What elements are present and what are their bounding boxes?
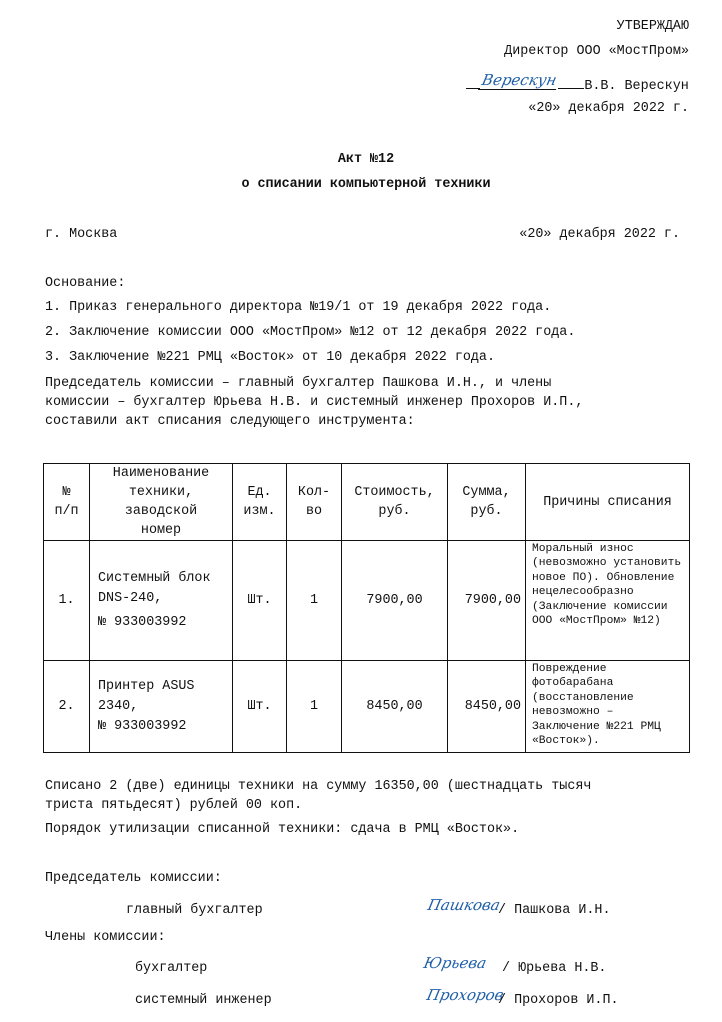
member-signature: Прохоров: [425, 986, 506, 1004]
header-sum: Сумма, руб.: [448, 464, 526, 541]
row-qty: 1: [287, 541, 342, 661]
row-name: Системный блок DNS-240, № 933003992: [90, 541, 233, 661]
member-name: / Прохоров И.П.: [498, 993, 619, 1008]
member-name: / Юрьева Н.В.: [502, 961, 607, 976]
basis-item: 2. Заключение комиссии ООО «МостПром» №12 от 12 декабря 2022 года.: [45, 325, 576, 340]
row-name: Принтер ASUS 2340, № 933003992: [90, 661, 233, 753]
commission-line: Председатель комиссии – главный бухгалтер Пашкова И.Н., и члены: [45, 376, 552, 391]
approval-signature: Верескун: [478, 71, 560, 90]
summary-line: триста пятьдесят) рублей 00 коп.: [45, 798, 303, 813]
act-subtitle: о списании компьютерной техники: [241, 177, 491, 192]
approval-date: «20» декабря 2022 г.: [528, 101, 689, 116]
row-price: 8450,00: [342, 661, 448, 753]
members-heading: Члены комиссии:: [45, 930, 166, 945]
row-price: 7900,00: [342, 541, 448, 661]
header-num: № п/п: [44, 464, 90, 541]
member-position: системный инженер: [135, 993, 272, 1008]
chair-signature: Пашкова: [426, 896, 502, 914]
row-num: 1.: [44, 541, 90, 661]
row-num: 2.: [44, 661, 90, 753]
written-off-summary: [45, 777, 591, 815]
commission-text: [45, 374, 583, 431]
approval-position: Директор ООО «МостПром»: [504, 44, 689, 59]
header-name: Наименование техники, заводской номер: [90, 464, 233, 541]
table-row: [44, 541, 690, 661]
commission-line: комиссии – бухгалтер Юрьева Н.В. и системный инженер Прохоров И.П.,: [45, 395, 584, 410]
chair-heading: Председатель комиссии:: [45, 871, 222, 886]
table-row: [44, 661, 690, 753]
disposal-order: Порядок утилизации списанной техники: сдача в РМЦ «Восток».: [45, 822, 520, 837]
row-serial: № 933003992: [98, 718, 187, 734]
row-unit: Шт.: [233, 661, 287, 753]
row-reason: Повреждение фотобарабана (восстановление невозможно – Заключение №221 РМЦ «Восток»).: [526, 661, 690, 753]
basis-item: 3. Заключение №221 РМЦ «Восток» от 10 декабря 2022 года.: [45, 350, 495, 365]
commission-line: составили акт списания следующего инструмента:: [45, 414, 415, 429]
row-qty: 1: [287, 661, 342, 753]
act-date: «20» декабря 2022 г.: [519, 227, 680, 242]
summary-line: Списано 2 (две) единицы техники на сумму 16350,00 (шестнадцать тысяч: [45, 779, 592, 794]
header-reason: Причины списания: [526, 464, 690, 541]
header-price: Стоимость, руб.: [342, 464, 448, 541]
header-unit: Ед. изм.: [233, 464, 287, 541]
approval-name: В.В. Верескун: [584, 79, 689, 94]
approval-signature-line: [466, 71, 689, 94]
row-sum: 8450,00: [448, 661, 526, 753]
chair-position: главный бухгалтер: [126, 903, 263, 918]
writeoff-table: [43, 463, 690, 753]
row-unit: Шт.: [233, 541, 287, 661]
row-sum: 7900,00: [448, 541, 526, 661]
basis-heading: Основание:: [45, 276, 126, 291]
approval-title: УТВЕРЖДАЮ: [616, 19, 689, 34]
chair-name: / Пашкова И.Н.: [498, 903, 611, 918]
member-signature: Юрьева: [422, 954, 489, 972]
table-header-row: [44, 464, 690, 541]
basis-item: 1. Приказ генерального директора №19/1 от 19 декабря 2022 года.: [45, 300, 552, 315]
member-position: бухгалтер: [135, 961, 208, 976]
header-qty: Кол- во: [287, 464, 342, 541]
act-title: Акт №12: [337, 152, 395, 167]
city: г. Москва: [45, 227, 118, 242]
row-reason: Моральный износ (невозможно установить новое ПО). Обновление нецелесообразно (Заключение комиссии ООО «МостПром» №12): [526, 541, 690, 661]
row-serial: № 933003992: [98, 614, 187, 630]
